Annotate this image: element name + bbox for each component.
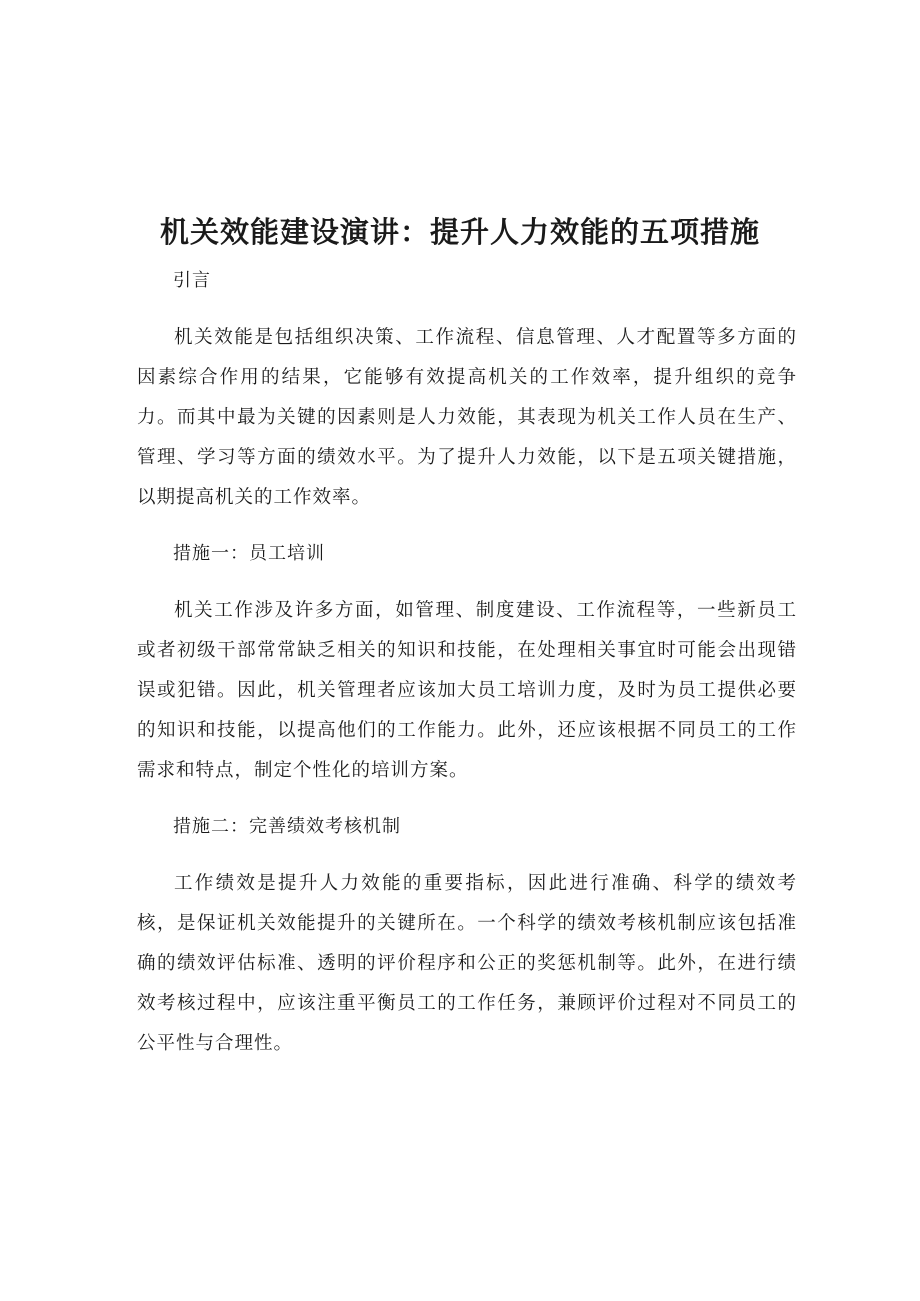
- section-paragraph-intro: 机关效能是包括组织决策、工作流程、信息管理、人才配置等多方面的因素综合作用的结果，它能够有效提高机关的工作效率，提升组织的竞争力。而其中最为关键的因素则是人力效能，其表现为机关工作人员在生产、管理、学习等方面的绩效水平。为了提升人力效能，以下是五项关键措施，以期提高机关的工作效率。: [137, 327, 797, 508]
- document-body: [137, 262, 797, 1081]
- section-paragraph-measure-1: 机关工作涉及许多方面，如管理、制度建设、工作流程等，一些新员工或者初级干部常常缺乏相关的知识和技能，在处理相关事宜时可能会出现错误或犯错。因此，机关管理者应该加大员工培训力度，及时为员工提供必要的知识和技能，以提高他们的工作能力。此外，还应该根据不同员工的工作需求和特点，制定个性化的培训方案。: [137, 600, 797, 781]
- section-heading-measure-1: 措施一：员工培训: [173, 543, 325, 564]
- section-heading-intro: 引言: [173, 270, 211, 291]
- section-paragraph-measure-2: 工作绩效是提升人力效能的重要指标，因此进行准确、科学的绩效考核，是保证机关效能提升的关键所在。一个科学的绩效考核机制应该包括准确的绩效评估标准、透明的评价程序和公正的奖惩机制等。此外，在进行绩效考核过程中，应该注重平衡员工的工作任务，兼顾评价过程对不同员工的公平性与合理性。: [137, 873, 797, 1054]
- section-heading-measure-2: 措施二：完善绩效考核机制: [173, 816, 401, 837]
- document-title: 机关效能建设演讲：提升人力效能的五项措施: [159, 215, 760, 249]
